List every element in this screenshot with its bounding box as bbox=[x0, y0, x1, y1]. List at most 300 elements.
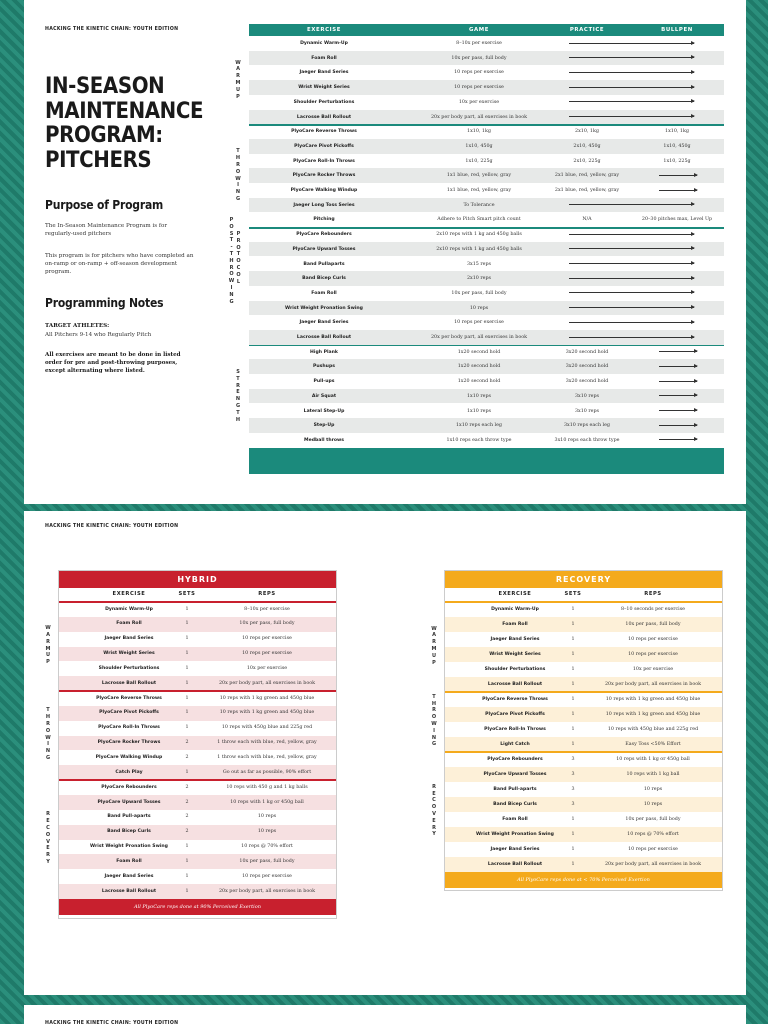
arrow-icon bbox=[569, 57, 694, 58]
exercise-name: PlyoCare Rebounders bbox=[101, 784, 157, 790]
column-header: EXERCISE bbox=[307, 27, 341, 33]
cell-value: 1x10 reps bbox=[466, 408, 492, 414]
table-row bbox=[445, 647, 722, 662]
hybrid-table bbox=[58, 570, 337, 919]
cell-value: Easy Toss <50% Effort bbox=[625, 741, 681, 747]
exercise-name: Shoulder Perturbations bbox=[484, 666, 546, 672]
table-row bbox=[249, 418, 724, 433]
title-line: MAINTENANCE bbox=[45, 98, 204, 124]
cell-value: 10 reps bbox=[469, 305, 489, 311]
table-row bbox=[59, 751, 336, 766]
exercise-name: Band Pull-aparts bbox=[107, 814, 151, 820]
arrow-icon bbox=[659, 381, 697, 382]
exercise-name: Jaeger Band Series bbox=[104, 636, 154, 642]
exercise-name: Band Bicep Curls bbox=[493, 801, 537, 807]
cell-value: 1 bbox=[571, 681, 575, 687]
exercise-name: PlyoCare Upward Tosses bbox=[292, 246, 356, 252]
exercise-name: Lacrosse Ball Rollout bbox=[487, 681, 543, 687]
column-header: EXERCISE bbox=[498, 591, 532, 597]
exercise-name: Pull-ups bbox=[313, 379, 335, 385]
table-row bbox=[445, 782, 722, 797]
running-head: HACKING THE KINETIC CHAIN: YOUTH EDITION bbox=[45, 26, 179, 32]
cell-value: 3x10 reps each leg bbox=[563, 423, 611, 429]
exercise-name: PlyoCare Roll-In Throws bbox=[293, 158, 355, 164]
exercise-name: Jaeger Band Series bbox=[490, 846, 540, 852]
section-label: W A R M U P bbox=[431, 625, 437, 666]
cell-value: 10 reps per exercise bbox=[628, 846, 678, 852]
cell-value: 2 bbox=[185, 755, 189, 760]
table-row bbox=[249, 374, 724, 389]
exercise-name: PlyoCare Pivot Pickoffs bbox=[99, 710, 159, 716]
section-label: S T R E N G T H bbox=[235, 368, 241, 423]
page-1: HACKING THE KINETIC CHAIN: YOUTH EDITION IN-SEASON MAINTENANCE PROGRAM: PITCHERS Purpose of Program The In-Season Maintenance Program is for regularly-used pitchers This program is for pitchers who have completed an on-ramp or on-ramp + off-season development program. Programming Notes TARGET ATHLETES: All Pitchers 9-14 who Regularly Pitch All exercises are meant to be done in listed order for pre and post-throwing purposes, except alternating where listed. EXERCISE GAME PRACTICE BULLPEN Dynamic Warm-Up 8–10x per exercise Foam Roll 10x per pass, full body Jaeger Band Series 10 reps per exercise Wrist Weight Series 10 reps per exercise Shoulder Perturbations 10x per exercise Lacrosse Ball Rollout 20x per body part, all exercises in book PlyoCare Reverse Throws 1x10, 1kg 2x10, 1kg 1x10, 1kg PlyoCare Pivot Pickoffs 1x10, 450g 2x10, 450g 1x10, 450g PlyoCare Roll-In Throws 1x10, 225g 2x10, 225g 1x10, 225g PlyoCare Rocker Throws 1x1 blue, red, yellow, gray 2x1 blue, red, yellow, gray PlyoCare Walking Windup 1x1 blue, red, yellow, gray 2x1 blue, red, yellow, gray Jaeger Long Toss Series To Tolerance Pitching Adhere to Pitch Smart pitch count N/A 20–30 pitches max, Level Up PlyoCare Rebounders 2x10 reps with 1 kg and 450g balls PlyoCare Upward Tosses 2x10 reps with 1 kg and 450g balls Band Pullaparts 3x15 reps Band Bicep Curls 2x10 reps Foam Roll 10x per pass, full body Wrist Weight Pronation Swing 10 reps Jaeger Band Series 10 reps per exercise Lacrosse Ball Rollout 20x per body part, all exercises in book High Plank 1x20 second hold 3x20 second hold Pushups 1x20 second hold 3x20 second hold Pull-ups 1x20 second hold 3x20 second hold Air Squat 1x10 reps 3x10 reps Lateral Step-Up 1x10 reps 3x10 reps Step-Up 1x10 reps each leg 3x10 reps each leg Medball throws 1x10 reps each throw type 3x10 reps each throw type W A R M U P T H R O W I N G P O S T - T H R O W I N G P R O T O C O L S T R E N G T H bbox=[24, 0, 746, 504]
cell-value: 8–10x per exercise bbox=[456, 41, 502, 46]
exercise-name: PlyoCare Upward Tosses bbox=[483, 771, 547, 777]
notes-heading: Programming Notes bbox=[45, 296, 164, 310]
table-row bbox=[249, 139, 724, 154]
arrow-icon bbox=[569, 234, 694, 235]
arrow-icon bbox=[569, 292, 694, 293]
cell-value: 10 reps per exercise bbox=[242, 636, 292, 642]
cell-value: 3 bbox=[571, 756, 575, 762]
cell-value: 10x per pass, full body bbox=[451, 290, 507, 296]
table-row bbox=[59, 691, 336, 706]
table-footnote: All PlyoCare reps done at 90% Perceived Exertion bbox=[59, 899, 336, 915]
section-label: W A R M U P bbox=[235, 59, 241, 100]
table-row bbox=[445, 707, 722, 722]
table-row bbox=[59, 869, 336, 884]
table-row bbox=[59, 647, 336, 662]
cell-value: 1 bbox=[571, 636, 575, 642]
cell-value: 1x10, 450g bbox=[663, 143, 691, 149]
table-row bbox=[249, 168, 724, 183]
cell-value: 1 bbox=[571, 621, 575, 627]
cell-value: 2x10, 1kg bbox=[575, 129, 599, 135]
exercise-name: PlyoCare Rebounders bbox=[296, 232, 352, 238]
exercise-name: Lateral Step-Up bbox=[303, 408, 345, 414]
cell-value: N/A bbox=[582, 217, 592, 223]
arrow-icon bbox=[659, 351, 697, 352]
cell-value: 2x10 reps bbox=[466, 276, 492, 282]
recovery-table bbox=[444, 570, 723, 891]
purpose-paragraph-1: The In-Season Maintenance Program is for regularly-used pitchers bbox=[45, 223, 168, 237]
arrow-icon bbox=[569, 101, 694, 102]
arrow-icon bbox=[569, 204, 694, 205]
exercise-name: PlyoCare Rocker Throws bbox=[292, 173, 356, 179]
arrow-icon bbox=[569, 72, 694, 73]
cell-value: 10x per pass, full body bbox=[625, 621, 681, 627]
cell-value: 2 bbox=[185, 784, 189, 790]
cell-value: 1 bbox=[571, 606, 575, 612]
table-title-bar bbox=[445, 571, 722, 588]
table-row bbox=[249, 198, 724, 213]
exercise-name: Band Bicep Curls bbox=[107, 829, 151, 835]
cell-value: 1x20 second hold bbox=[457, 364, 501, 370]
table-row bbox=[59, 840, 336, 855]
arrow-icon bbox=[659, 190, 697, 191]
table-row bbox=[249, 257, 724, 272]
exercise-name: Lacrosse Ball Rollout bbox=[487, 861, 543, 867]
cell-value: 1 bbox=[185, 665, 189, 671]
page-3 bbox=[24, 1005, 746, 1024]
cell-value: 3x10 reps each throw type bbox=[554, 437, 620, 443]
section-label: T H R O W I N G bbox=[431, 693, 437, 748]
cell-value: 2 bbox=[185, 799, 189, 805]
cell-value: 1x10 reps each throw type bbox=[446, 437, 512, 443]
exercise-name: Band Pullaparts bbox=[303, 261, 345, 267]
arrow-icon bbox=[569, 87, 694, 88]
table-row bbox=[59, 632, 336, 647]
cell-value: 10x per exercise bbox=[458, 99, 500, 105]
cell-value: 20x per body part, all exercises in book bbox=[430, 114, 528, 120]
table-row bbox=[445, 812, 722, 827]
table-row bbox=[445, 737, 722, 752]
table-row bbox=[249, 271, 724, 286]
table-row bbox=[249, 227, 724, 242]
arrow-icon bbox=[659, 410, 697, 411]
cell-value: 1 bbox=[185, 858, 189, 864]
column-header: PRACTICE bbox=[569, 27, 605, 33]
exercise-name: Jaeger Band Series bbox=[490, 636, 540, 642]
cell-value: 3 bbox=[571, 771, 575, 777]
cell-value: 1x20 second hold bbox=[457, 379, 501, 385]
table-row bbox=[59, 661, 336, 676]
exercise-name: Wrist Weight Pronation Swing bbox=[476, 831, 554, 837]
exercise-name: Band Bicep Curls bbox=[302, 276, 346, 282]
cell-value: 1 throw each with blue, red, yellow, gray bbox=[217, 740, 317, 746]
table-row bbox=[249, 124, 724, 139]
table-row bbox=[249, 301, 724, 316]
cell-value: 10 reps bbox=[643, 801, 663, 807]
cell-value: 3x15 reps bbox=[466, 261, 492, 267]
cell-value: 10 reps per exercise bbox=[454, 70, 504, 76]
table-row bbox=[59, 736, 336, 751]
cell-value: 10 reps with 450 g and 1 kg balls bbox=[226, 784, 308, 790]
table-row bbox=[445, 767, 722, 782]
section-label: T H R O W I N G bbox=[45, 707, 51, 762]
cell-value: 10x per pass, full body bbox=[625, 816, 681, 822]
arrow-icon bbox=[569, 248, 694, 249]
cell-value: 1 bbox=[571, 651, 575, 657]
cell-value: 10 reps bbox=[257, 829, 277, 835]
cell-value: 1 bbox=[571, 861, 575, 867]
exercise-name: Foam Roll bbox=[311, 290, 337, 296]
exercise-name: PlyoCare Reverse Throws bbox=[96, 695, 162, 701]
table-row bbox=[249, 433, 724, 448]
exercise-name: PlyoCare Rebounders bbox=[487, 756, 543, 762]
column-header: SETS bbox=[178, 591, 196, 597]
cell-value: Adhere to Pitch Smart pitch count bbox=[437, 217, 521, 223]
cell-value: 3x20 second hold bbox=[565, 379, 609, 385]
arrow-icon bbox=[569, 263, 694, 264]
exercise-name: Dynamic Warm-Up bbox=[300, 41, 348, 46]
exercise-name: Step-Up bbox=[313, 423, 335, 429]
arrow-icon bbox=[659, 366, 697, 367]
cell-value: 2x10 reps with 1 kg and 450g balls bbox=[436, 246, 522, 252]
cell-value: 10 reps per exercise bbox=[242, 873, 292, 879]
exercise-name: PlyoCare Pivot Pickoffs bbox=[294, 143, 354, 149]
cell-value: To Tolerance bbox=[463, 202, 495, 208]
cell-value: 1 bbox=[185, 725, 189, 731]
table-row bbox=[249, 389, 724, 404]
cell-value: 2x1 blue, red, yellow, gray bbox=[554, 173, 620, 179]
cell-value: 10x per pass, full body bbox=[451, 55, 507, 61]
cell-value: 1 bbox=[185, 888, 189, 894]
exercise-name: Foam Roll bbox=[502, 621, 528, 627]
running-head: HACKING THE KINETIC CHAIN: YOUTH EDITION bbox=[45, 523, 179, 529]
purpose-heading: Purpose of Program bbox=[45, 198, 164, 212]
cell-value: 1x10, 1kg bbox=[467, 129, 491, 135]
cell-value: 1x10 reps bbox=[466, 393, 492, 399]
table-row bbox=[445, 632, 722, 647]
table-row bbox=[249, 404, 724, 419]
table-row bbox=[59, 676, 336, 691]
table-row bbox=[249, 330, 724, 345]
exercise-name: Shoulder Perturbations bbox=[98, 665, 160, 671]
cell-value: 1x10, 1kg bbox=[665, 129, 689, 135]
cell-value: 1 bbox=[185, 873, 189, 879]
cell-value: 1 bbox=[185, 621, 189, 627]
running-head: HACKING THE KINETIC CHAIN: YOUTH EDITION bbox=[45, 1020, 179, 1024]
cell-value: 10 reps with 1 kg or 450g ball bbox=[616, 756, 690, 762]
column-header: BULLPEN bbox=[661, 27, 693, 33]
cell-value: 1 bbox=[185, 636, 189, 642]
table-row bbox=[249, 359, 724, 374]
cell-value: 1 bbox=[185, 844, 189, 850]
table-header bbox=[249, 24, 724, 36]
table-row bbox=[249, 212, 724, 227]
cell-value: 2x10 reps with 1 kg and 450g balls bbox=[436, 232, 522, 238]
cell-value: 10 reps bbox=[643, 786, 663, 792]
cell-value: 2x1 blue, red, yellow, gray bbox=[554, 188, 620, 193]
cell-value: 1 bbox=[185, 695, 189, 701]
cell-value: 1 bbox=[185, 680, 189, 686]
arrow-icon bbox=[659, 425, 697, 426]
arrow-icon bbox=[569, 116, 694, 117]
exercise-name: PlyoCare Reverse Throws bbox=[291, 129, 357, 135]
column-header: EXERCISE bbox=[112, 591, 146, 597]
arrow-icon bbox=[569, 307, 694, 308]
cell-value: 3 bbox=[571, 801, 575, 807]
table-row bbox=[249, 286, 724, 301]
column-header: GAME bbox=[468, 27, 490, 33]
table-row bbox=[445, 842, 722, 857]
exercise-name: Pushups bbox=[313, 364, 335, 370]
exercise-name: Foam Roll bbox=[116, 858, 142, 864]
exercise-name: Wrist Weight Series bbox=[489, 651, 541, 657]
cell-value: 1 bbox=[185, 769, 189, 775]
table-row bbox=[59, 721, 336, 736]
cell-value: 2 bbox=[185, 740, 189, 746]
cell-value: 20x per body part, all exercises in book bbox=[430, 335, 528, 340]
cell-value: 1 bbox=[571, 696, 575, 702]
cell-value: 10 reps with 1 kg or 450g ball bbox=[230, 799, 304, 805]
exercise-name: Shoulder Perturbations bbox=[293, 99, 355, 105]
exercise-name: PlyoCare Roll-In Throws bbox=[484, 726, 546, 732]
table-row bbox=[59, 706, 336, 721]
cell-value: 20x per body part, all exercises in book bbox=[218, 888, 316, 894]
column-headers bbox=[445, 588, 722, 600]
table-row bbox=[249, 315, 724, 330]
title-line: IN-SEASON bbox=[45, 74, 165, 99]
cell-value: 1 bbox=[571, 726, 575, 732]
table-row bbox=[445, 617, 722, 632]
cell-value: 10x per pass, full body bbox=[239, 621, 295, 627]
cell-value: 2x10, 450g bbox=[573, 143, 601, 149]
table-row bbox=[249, 110, 724, 125]
exercise-name: Lacrosse Ball Rollout bbox=[101, 680, 157, 686]
cell-value: 1x1 blue, red, yellow, gray bbox=[446, 173, 512, 179]
cell-value: 3 bbox=[571, 786, 575, 792]
exercise-name: Pitching bbox=[313, 217, 335, 223]
cell-value: 10 reps @ 70% effort bbox=[241, 844, 293, 850]
table-row bbox=[59, 602, 336, 617]
cell-value: 20x per body part, all exercises in book bbox=[604, 861, 702, 867]
cell-value: 10 reps per exercise bbox=[454, 85, 504, 91]
cell-value: 8–10x per exercise bbox=[244, 606, 290, 612]
cell-value: 10 reps with 1 kg green and 450g blue bbox=[219, 710, 315, 716]
exercise-name: Wrist Weight Series bbox=[298, 85, 350, 91]
cell-value: 1 bbox=[185, 606, 189, 612]
cell-value: 10 reps with 1 kg ball bbox=[626, 771, 680, 777]
table-row bbox=[249, 154, 724, 169]
exercise-name: Lacrosse Ball Rollout bbox=[296, 114, 352, 120]
cell-value: 1 bbox=[571, 831, 575, 837]
exercise-name: Lacrosse Ball Rollout bbox=[296, 335, 352, 340]
column-headers bbox=[59, 588, 336, 600]
section-label: R E C O V E R Y bbox=[45, 811, 51, 865]
cell-value: 10 reps with 1 kg green and 450g blue bbox=[219, 695, 315, 701]
exercise-name: Jaeger Band Series bbox=[299, 70, 349, 76]
cell-value: 10x per exercise bbox=[632, 666, 674, 672]
table-row bbox=[59, 825, 336, 840]
cell-value: 1 bbox=[185, 710, 189, 716]
cell-value: 1x10, 225g bbox=[465, 158, 493, 164]
cell-value: 20x per body part, all exercises in book bbox=[218, 680, 316, 686]
exercise-name: PlyoCare Walking Windup bbox=[95, 755, 163, 760]
cell-value: 2x10, 225g bbox=[573, 158, 601, 164]
cell-value: 2 bbox=[185, 814, 189, 820]
cell-value: 1 bbox=[571, 816, 575, 822]
page-2 bbox=[24, 511, 746, 995]
exercise-name: Catch Play bbox=[115, 769, 143, 775]
target-label: TARGET ATHLETES: bbox=[45, 323, 110, 329]
order-note: All exercises are meant to be done in listed order for pre and post-throwing purposes, except alternating where listed. bbox=[45, 352, 181, 374]
exercise-name: Light Catch bbox=[500, 741, 530, 747]
exercise-name: High Plank bbox=[310, 349, 338, 355]
cell-value: 1x10, 225g bbox=[663, 158, 691, 164]
cell-value: 10 reps per exercise bbox=[628, 651, 678, 657]
cell-value: 10 reps per exercise bbox=[454, 320, 504, 326]
cell-value: 1x10, 450g bbox=[465, 143, 493, 149]
exercise-name: PlyoCare Reverse Throws bbox=[482, 696, 548, 702]
table-row bbox=[249, 80, 724, 95]
exercise-name: Lacrosse Ball Rollout bbox=[101, 888, 157, 894]
table-title: HYBRID bbox=[177, 575, 218, 584]
cell-value: 10x per exercise bbox=[246, 665, 288, 671]
title-line: PROGRAM: bbox=[45, 123, 163, 148]
table-footer-band bbox=[249, 448, 724, 474]
arrow-icon bbox=[569, 322, 694, 323]
cell-value: 1 bbox=[571, 666, 575, 672]
cell-value: 10 reps per exercise bbox=[242, 651, 292, 657]
cell-value: 1x1 blue, red, yellow, gray bbox=[446, 188, 512, 193]
exercise-name: PlyoCare Pivot Pickoffs bbox=[485, 711, 545, 717]
table-row bbox=[445, 857, 722, 872]
table-row bbox=[445, 797, 722, 812]
table-row bbox=[59, 795, 336, 810]
cell-value: 10 reps per exercise bbox=[628, 636, 678, 642]
table-row bbox=[59, 617, 336, 632]
arrow-icon bbox=[569, 43, 694, 44]
in-season-table bbox=[249, 24, 724, 474]
section-label: R E C O V E R Y bbox=[431, 783, 437, 838]
table-row bbox=[445, 602, 722, 617]
exercise-name: PlyoCare Rocker Throws bbox=[97, 740, 161, 746]
arrow-icon bbox=[569, 278, 694, 279]
exercise-name: Jaeger Band Series bbox=[104, 873, 154, 879]
exercise-name: Air Squat bbox=[311, 393, 337, 399]
cell-value: 10 reps with 450g blue and 225g red bbox=[607, 726, 699, 732]
cell-value: 3x20 second hold bbox=[565, 364, 609, 370]
cell-value: 1 bbox=[571, 741, 575, 747]
cell-value: 10x per pass, full body bbox=[239, 858, 295, 864]
target-value: All Pitchers 9-14 who Regularly Pitch bbox=[45, 332, 152, 338]
cell-value: 10 reps bbox=[257, 814, 277, 820]
purpose-paragraph-2: This program is for pitchers who have completed an on-ramp or on-ramp + off-season development program. bbox=[45, 253, 194, 275]
table-title: RECOVERY bbox=[555, 575, 612, 584]
exercise-name: Band Pull-aparts bbox=[493, 786, 537, 792]
page-title bbox=[45, 74, 204, 173]
exercise-name: Dynamic Warm-Up bbox=[105, 606, 153, 612]
cell-value: 10 reps with 1 kg green and 450g blue bbox=[605, 711, 701, 717]
cell-value: 1 bbox=[185, 651, 189, 657]
table-row bbox=[59, 854, 336, 869]
exercise-name: Foam Roll bbox=[502, 816, 528, 822]
exercise-name: Foam Roll bbox=[311, 55, 337, 61]
cell-value: 1 bbox=[571, 846, 575, 852]
table-row bbox=[249, 345, 724, 360]
table-row bbox=[59, 810, 336, 825]
table-row bbox=[249, 65, 724, 80]
exercise-name: PlyoCare Upward Tosses bbox=[97, 799, 161, 805]
cell-value: 8–10 seconds per exercise bbox=[620, 606, 686, 612]
arrow-icon bbox=[659, 175, 697, 176]
cell-value: 1 bbox=[571, 711, 575, 717]
cell-value: 10 reps with 450g blue and 225g red bbox=[221, 725, 313, 731]
table-row bbox=[249, 36, 724, 51]
cell-value: 10 reps @ 70% effort bbox=[627, 831, 679, 837]
table-row bbox=[445, 722, 722, 737]
exercise-name: Wrist Weight Pronation Swing bbox=[285, 305, 363, 311]
table-footnote: All PlyoCare reps done at < 70% Perceived Exertion bbox=[445, 872, 722, 888]
cell-value: 20–30 pitches max, Level Up bbox=[641, 217, 713, 223]
exercise-name: PlyoCare Walking Windup bbox=[290, 188, 358, 193]
cell-value: 1x10 reps each leg bbox=[455, 423, 503, 429]
title-line: PITCHERS bbox=[45, 147, 152, 173]
table-title-bar bbox=[59, 571, 336, 588]
table-row bbox=[249, 183, 724, 198]
cell-value: 3x10 reps bbox=[574, 393, 600, 399]
table-row bbox=[445, 677, 722, 692]
exercise-name: PlyoCare Roll-In Throws bbox=[98, 725, 160, 731]
table-row bbox=[445, 692, 722, 707]
cell-value: 3x10 reps bbox=[574, 408, 600, 414]
exercise-name: Wrist Weight Pronation Swing bbox=[90, 844, 168, 850]
exercise-name: Foam Roll bbox=[116, 621, 142, 627]
cell-value: Go out as far as possible, 90% effort bbox=[222, 769, 312, 775]
arrow-icon bbox=[659, 439, 697, 440]
